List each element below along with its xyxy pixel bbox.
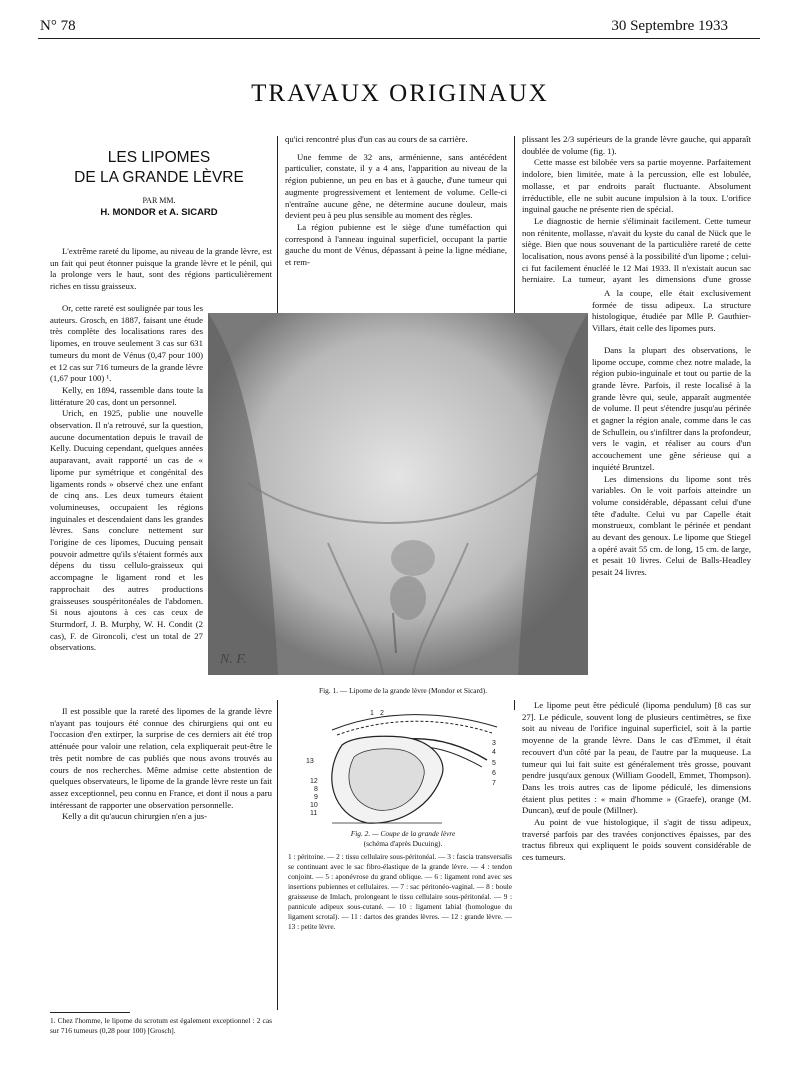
issue-number: N° 78: [40, 18, 76, 34]
col3-text-narrow: [592, 288, 751, 696]
paragraph: Cette masse est bilobée vers sa partie moyenne. Parfaitement indolore, bien limitée, mate à la percussion, elle est lobulée, mollasse, et par endroits paraît fluctuante. Absolument irréductible, elle ne subit aucune impulsion à la toux. L'orifice inguinal gauche ne présente rien de spécial.: [522, 157, 751, 215]
figure2-label: 2: [380, 710, 384, 717]
paragraph: Kelly a dit qu'aucun chirurgien n'en a jus-: [62, 811, 208, 822]
figure2-label: 5: [492, 760, 496, 767]
col3-text-lower: [522, 700, 751, 1010]
article-title-block: [50, 148, 268, 218]
paragraph: Une femme de 32 ans, arménienne, sans antécédent particulier, constate, il y a 4 ans, l'apparition au niveau de la région pubienne, un peu en bas et à gauche, d'une tumeur qui augmente progressivement et lentement de volume. Celle-ci n'entraîne aucune gêne, ne détermine aucune douleur, mais devient peu à peu plus sensible au moment des règles.: [285, 151, 507, 221]
paragraph: qu'ici rencontré plus d'un cas au cours de sa carrière.: [285, 134, 468, 144]
footnote-rule: [50, 1012, 130, 1013]
figure2-label: 1: [370, 710, 374, 717]
figure2-label: 12: [310, 778, 318, 785]
paragraph: Il est possible que la rareté des lipomes de la grande lèvre n'ayant pas toujours été connue des chirurgiens qui ont eu l'occasion d'en extirper, la surprise de ces derniers ait été trop atténuée pour valoir une relation, cela expliquerait peut-être le très petit nombre de cas publiés que nous avons trouvés au cours de nos recherches. Même admise cette abstention de quelques observateurs, le lipome de la grande lèvre reste un fait assez exceptionnel, peu connu en France, et dont il nous a paru intéressant de rapporter une observation personnelle.: [50, 706, 272, 810]
figure2-label: 4: [492, 749, 496, 756]
figure2-legend: 1 : péritoine. — 2 : tissu cellulaire sous-péritonéal. — 3 : fascia transversalis se continuant avec le sac fibro-élastique de la grande lèvre. — 4 : tendon conjoint. — 5 : aponévrose du grand oblique. — 6 : ligament rond avec ses insertions pubiennes et cellulaires. — 7 : sac péritonéo-vaginal. — 8 : boule graisseuse de Imlach, prolongeant le tissu cellulaire sous-péritonéal. — 9 : pannicule adipeux sous-cutané. — 10 : ligament labial (homologue du ligament scrotal). — 11 : dartos des grandes lèvres. — 12 : grande lèvre. — 13 : petite lèvre.: [288, 852, 512, 931]
figure2-caption-line2: (schéma d'après Ducuing).: [363, 839, 443, 848]
footnote: 1. Chez l'homme, le lipome du scrotum est également exceptionnel : 2 cas sur 716 tumeurs (0,28 pour 100) [Grosch].: [50, 1016, 272, 1035]
figure2-caption-line1: Fig. 2. — Coupe de la grande lèvre: [350, 829, 456, 838]
figure2-label: 3: [492, 740, 496, 747]
column-divider: [514, 700, 515, 710]
header-rule: [38, 38, 760, 39]
figure2-svg: [292, 705, 514, 827]
col3-text-upper: [522, 134, 751, 284]
figure1-caption: Fig. 1. — Lipome de la grande lèvre (Mondor et Sicard).: [318, 686, 488, 695]
col1-text-upper: [50, 246, 272, 292]
col1-text-narrow: [50, 303, 203, 699]
paragraph: Or, cette rareté est soulignée par tous les auteurs. Grosch, en 1887, faisant une étude très complète des localisations rares des lipomes, en trouve seulement 3 cas sur 631 tumeurs du mont de Vénus (0,47 pour 100) et 12 cas sur 716 tumeurs de la grande lèvre (1,67 pour 100) ¹.: [50, 303, 203, 384]
paragraph: Au point de vue histologique, il s'agit de tissu adipeux, traversé parfois par des travées conjonctives épaisses, par des tractus fibreux qui expliquent le poids souvent considérable de ces tumeurs.: [522, 817, 751, 863]
figure2-label: 6: [492, 770, 496, 777]
figure1-signature: N. F.: [220, 652, 247, 667]
figure2-label: 11: [310, 810, 318, 817]
column-divider: [514, 136, 515, 338]
figure2-label: 13: [306, 758, 314, 765]
col2-text: [285, 134, 507, 330]
paragraph: Urich, en 1925, publie une nouvelle observation. Il n'a retrouvé, sur la question, aucune documentation depuis le travail de Kelly. Ducuing cependant, quelques années auparavant, avait rapporté un cas de « lipome pur symétrique et congénital des ligaments ronds » observé chez une enfant de cinq ans. Les deux tumeurs étaient volumineuses, occupaient les régions inguinales et descendaient dans les grandes lèvres. Sans conclure nettement sur l'origine de ces lipomes, Ducuing pensait pouvoir admettre qu'ils s'étaient formés aux dépens du tissu cellulo-graisseux qui accompagne le ligament rond et les rapprochait des autres productions graisseuses souspéritonéales de l'abdomen. Si nous ajoutons à ces cas ceux de Sturmdorf, J. B. Murphy, W. H. Condit (2 cas), F. de Gironcoli, c'est un total de 27 observations.: [50, 408, 203, 653]
article-title-line1: LES LIPOMES: [107, 149, 211, 166]
paragraph: Les dimensions du lipome sont très variables. On le voit parfois atteindre un volume considérable, dépassant celui d'une tête d'adulte. Celui vu par Capelle était monstrueux, comblant le périnée et pendant au devant des genoux. Le lipome que Stiegel a opéré avait 55 cm. de long, 15 cm. de large, et pesait 10 livres. Celui de Balls-Headley pesait 24 livres.: [592, 473, 751, 578]
figure2-diagram: [292, 705, 514, 827]
issue-date: 30 Septembre 1933: [611, 18, 728, 34]
figure1-illustration: [208, 313, 588, 675]
column-divider: [277, 136, 278, 338]
figure2-label: 9: [314, 794, 318, 801]
paragraph: La région pubienne est le siège d'une tuméfaction qui correspond à l'anneau inguinal superficiel, occupant la partie gauche du mont de Vénus, dépassant à peine la ligne médiane, et rem-: [285, 221, 507, 268]
figure2-label: 7: [492, 780, 496, 787]
column-divider: [277, 700, 278, 1010]
figure1-photo: [208, 313, 588, 675]
paragraph: Le diagnostic de hernie s'éliminait facilement. Cette tumeur non rénitente, mollasse, n'avait du kyste du canal de Nück que le siège. Bien que nous souvenant de la particulière rareté de cette localisation, nous avons pensé à la possibilité d'un lipome ; celui-ci fut facilement énucléé le 12 Mai 1933. Il n'existait aucun sac herniaire. La tumeur, ayant les dimensions d'une grosse: [522, 215, 751, 284]
figure2-label: 10: [310, 802, 318, 809]
byline-par: PAR MM.: [142, 196, 176, 205]
section-title: TRAVAUX ORIGINAUX: [251, 80, 549, 107]
paragraph: A la coupe, elle était exclusivement formée de tissu adipeux. La structure histologique, étudiée par Mlle P. Gauthier-Villars, était celle des lipomes purs.: [592, 288, 751, 334]
paragraph: Dans la plupart des observations, le lipome occupe, comme chez notre malade, la région pubio-inguinale et tout ou partie de la grande lèvre. Parfois, il reste localisé à la grande lèvre qui, seule, apparaît augmentée de volume. Il peut s'étendre jusqu'au périnée et gagner la région anale, comme dans le cas de Schullein, ou s'infiltrer dans la profondeur, vers le vagin, et réaliser au cours d'un accouchement une gêne sérieuse qui a inquiété Bruntzel.: [592, 344, 751, 472]
paragraph: Kelly, en 1894, rassemble dans toute la littérature 20 cas, dont un personnel.: [50, 384, 203, 407]
article-authors: H. MONDOR et A. SICARD: [100, 207, 218, 218]
paragraph: plissant les 2/3 supérieurs de la grande lèvre gauche, qui apparaît doublée de volume (fig. 1).: [522, 134, 751, 156]
paragraph: L'extrême rareté du lipome, au niveau de la grande lèvre, est un fait qui peut étonner puisque la grande lèvre et le pénil, qui la prolonge vers le haut, sont des régions particulièrement riches en tissu graisseux.: [50, 246, 272, 292]
paragraph: Le lipome peut être pédiculé (lipoma pendulum) [8 cas sur 27]. Le pédicule, souvent long de plusieurs centimètres, se fixe soit au niveau de l'orifice inguinal superficiel, soit à la partie moyenne de la grande lèvre. Dans le cas d'Emmet, il était recouvert d'un côté par la peau, de l'autre par la muqueuse. La tumeur qui lui fait suite est généralement très grosse, pouvant pendre jusqu'aux genoux (William Goodell, Emmet, Thompson). Dans les trois autres cas de lipome pédiculé, les dimensions étaient plus petites : « main d'homme » (Graefe), orange (M. Duncan), œuf de poule (Millner).: [522, 700, 751, 816]
article-title-line2: DE LA GRANDE LÈVRE: [74, 169, 244, 186]
figure2-label: 8: [314, 786, 318, 793]
col1-text-lower: [50, 706, 272, 1006]
